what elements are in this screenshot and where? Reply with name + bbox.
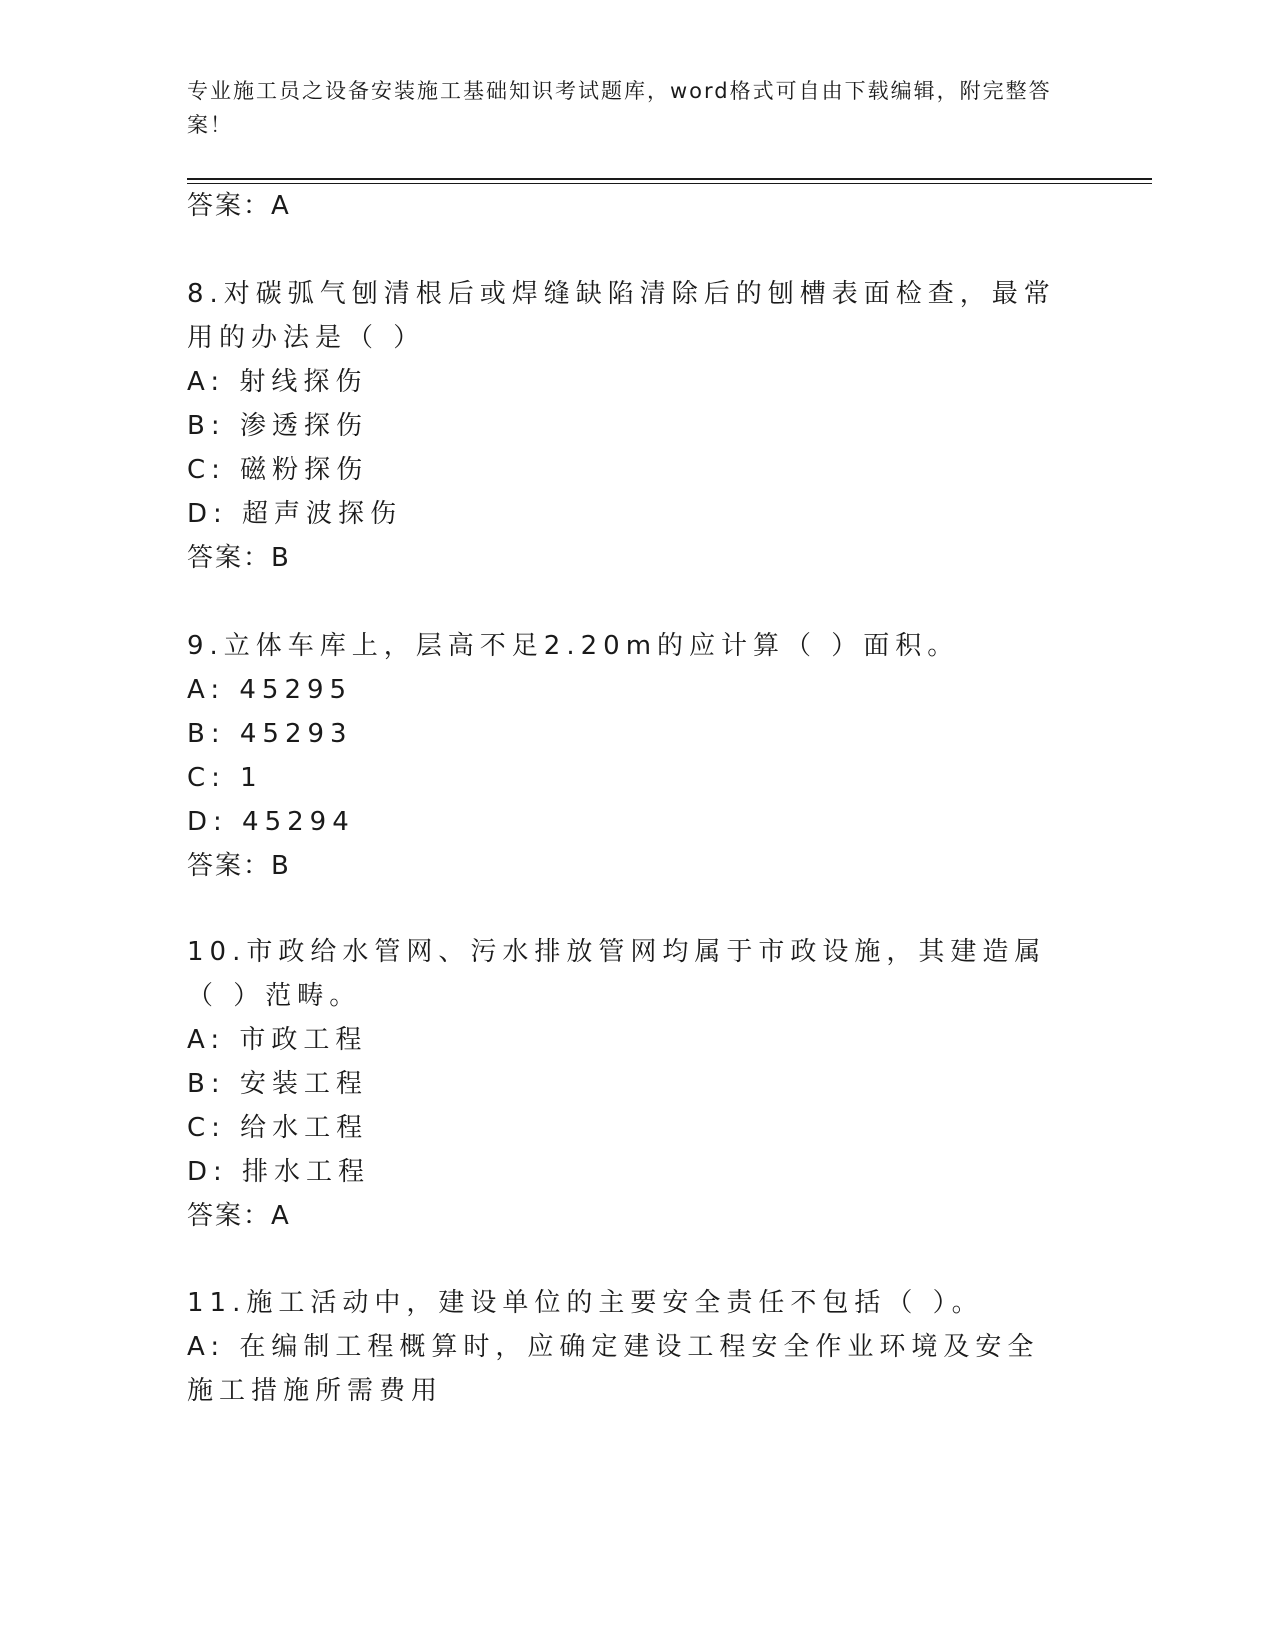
question-9-option-d: D: 45294	[187, 807, 355, 837]
question-10-answer: 答案：A	[187, 1201, 291, 1231]
question-8-option-c: C: 磁粉探伤	[187, 455, 369, 485]
question-8-answer: 答案：B	[187, 543, 291, 573]
question-10-option-d: D: 排水工程	[187, 1157, 371, 1187]
question-8-option-a: A: 射线探伤	[187, 367, 368, 397]
question-9-stem: 9.立体车库上，层高不足2.20m的应计算（ ）面积。	[187, 631, 960, 661]
question-8-stem: 8.对碳弧气刨清根后或焊缝缺陷清除后的刨槽表面检查，最常用的办法是（ ）	[187, 279, 1056, 353]
question-8-option-b: B: 渗透探伤	[187, 411, 368, 441]
answer-prev: 答案：A	[187, 191, 291, 221]
question-10-option-a: A: 市政工程	[187, 1025, 368, 1055]
question-11-stem: 11.施工活动中，建设单位的主要安全责任不包括（ ）。	[187, 1288, 984, 1318]
question-9-option-c: C: 1	[187, 763, 263, 793]
question-10-stem: 10.市政给水管网、污水排放管网均属于市政设施，其建造属（ ）范畴。	[187, 937, 1047, 1011]
question-11-option-a: A: 在编制工程概算时，应确定建设工程安全作业环境及安全施工措施所需费用	[187, 1332, 1040, 1406]
header-divider-thin	[187, 183, 1152, 184]
question-8-option-d: D: 超声波探伤	[187, 499, 403, 529]
question-9-option-a: A: 45295	[187, 675, 353, 705]
question-9-answer: 答案：B	[187, 851, 291, 881]
document-header: 专业施工员之设备安装施工基础知识考试题库，word格式可自由下载编辑，附完整答案！	[187, 79, 1052, 137]
question-10-option-b: B: 安装工程	[187, 1069, 368, 1099]
question-9-option-b: B: 45293	[187, 719, 353, 749]
question-10-option-c: C: 给水工程	[187, 1113, 369, 1143]
header-divider-thick	[187, 178, 1152, 180]
